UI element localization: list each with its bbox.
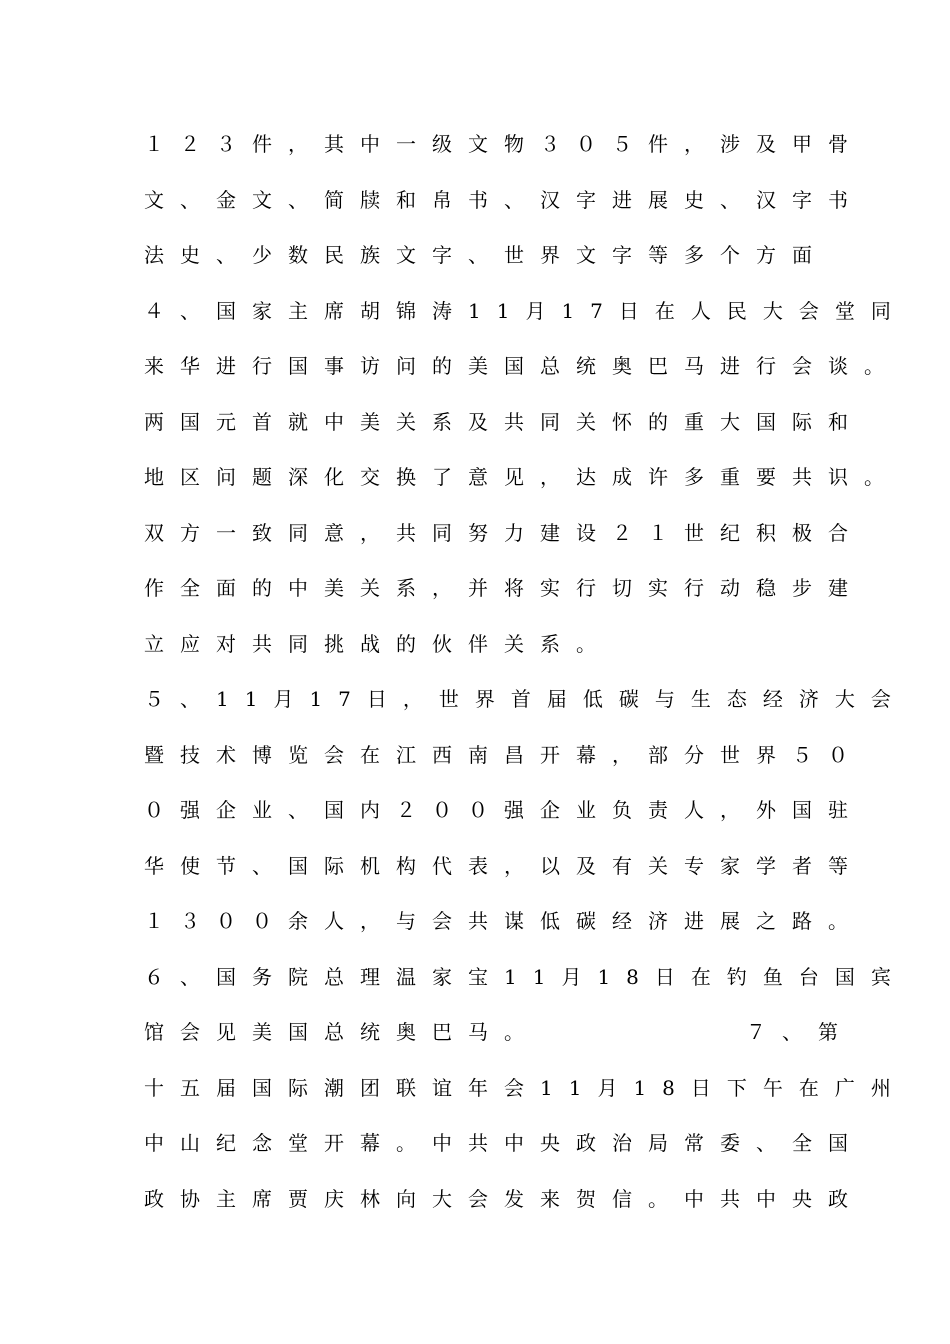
text-line: 政协主席贾庆林向大会发来贺信。中共中央政 bbox=[144, 1186, 864, 1211]
text-line: 来华进行国事访问的美国总统奥巴马进行会谈。 bbox=[144, 354, 900, 378]
text-line: 两国元首就中美关系及共同关怀的重大国际和 bbox=[144, 409, 864, 434]
text-line: ６、国务院总理温家宝11月18日在钓鱼台国宾 bbox=[144, 964, 907, 989]
body-text bbox=[144, 126, 907, 1236]
text-line: 华使节、国际机构代表，以及有关专家学者等 bbox=[144, 853, 864, 878]
text-line: ０强企业、国内２００强企业负责人，外国驻 bbox=[144, 798, 864, 822]
text-line: ４、国家主席胡锦涛11月17日在人民大会堂同 bbox=[144, 298, 907, 323]
text-line: ５、11月17日，世界首届低碳与生态经济大会 bbox=[144, 687, 907, 711]
text-line: 作全面的中美关系，并将实行切实行动稳步建 bbox=[144, 576, 864, 600]
text-line: 立应对共同挑战的伙伴关系。 bbox=[144, 631, 612, 656]
text-line: 十五届国际潮团联谊年会11月18日下午在广州 bbox=[144, 1075, 907, 1100]
text-line: 文、金文、简牍和帛书、汉字进展史、汉字书 bbox=[144, 187, 864, 212]
text-line: 暨技术博览会在江西南昌开幕，部分世界５０ bbox=[144, 742, 864, 767]
text-line: 中山纪念堂开幕。中共中央政治局常委、全国 bbox=[144, 1131, 864, 1155]
text-line: 法史、少数民族文字、世界文字等多个方面 bbox=[144, 243, 828, 267]
text-line: 双方一致同意，共同努力建设２１世纪积极合 bbox=[144, 520, 864, 545]
text-line: 馆会见美国总统奥巴马。 ７、第 bbox=[144, 1020, 854, 1044]
text-line: 地区问题深化交换了意见，达成许多重要共识。 bbox=[144, 465, 900, 489]
text-line: １３００余人，与会共谋低碳经济进展之路。 bbox=[144, 909, 864, 933]
text-line: １２３件，其中一级文物３０５件，涉及甲骨 bbox=[144, 132, 864, 156]
